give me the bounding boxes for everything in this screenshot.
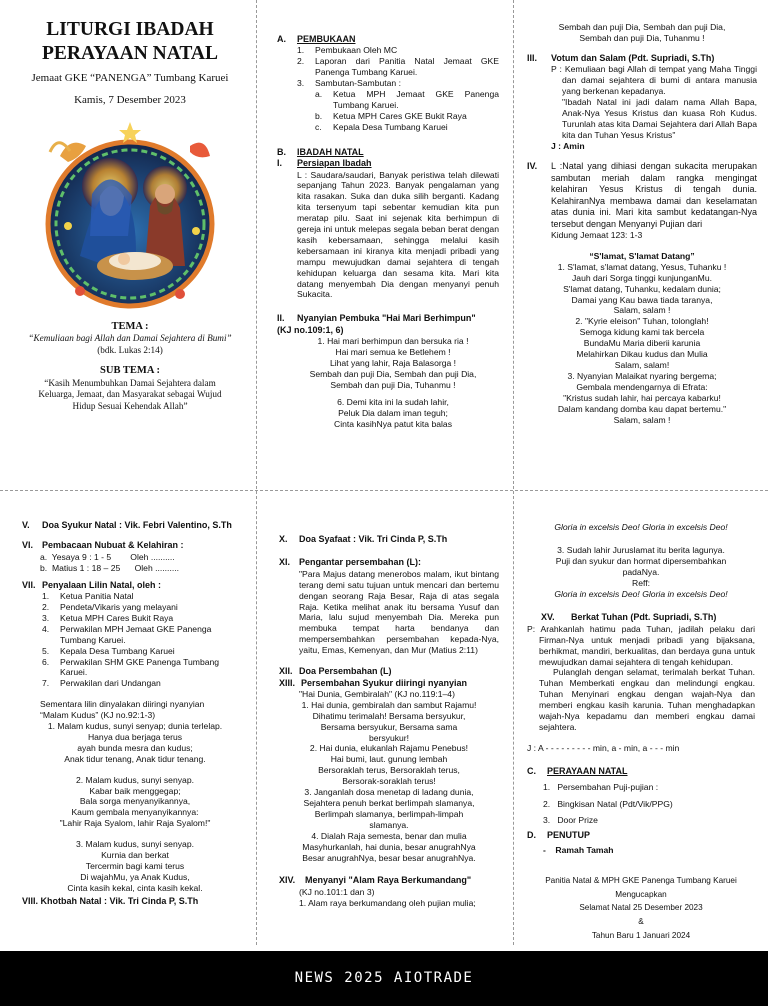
celebration-list: [543, 779, 755, 828]
footer-text: NEWS 2025 AIOTRADE: [294, 969, 474, 986]
gloria-line: Gloria in excelsis Deo! Gloria in excelsis Deo!: [554, 522, 728, 532]
list-item: 2. Pendeta/Vikaris yang melayani: [42, 601, 178, 612]
blessing-text: P: Arahkanlah hatimu pada Tuhan, jadilah pelaku dari Firman-Nya untuk menjadi pribadi yang bijaksana, berhikmat, mandiri, berkualitas, dan berdaya guna untuk mewujudkan damai sejahtera di tengah kehidupan.: [527, 623, 755, 667]
list-item: 1. Pembukaan Oleh MC: [297, 45, 398, 56]
column-divider: [513, 0, 514, 945]
subtheme-line: Keluarga, Jemaat, dan Masyarakat sebagai Wujud: [38, 389, 222, 400]
hymn-lyrics: 1. Alam raya berkumandang oleh pujian mulia;: [299, 897, 476, 908]
section-xv-heading: XV. Berkat Tuhan (Pdt. Supriadi, S.Th): [541, 612, 717, 623]
greeting: Panitia Natal & MPH GKE Panenga Tumbang Karuei Mengucapkan Selamat Natal 25 Desember 2023 & Tahun Baru 1 Januari 2024: [545, 875, 737, 941]
section-v-heading: V. Doa Syukur Natal : Vik. Febri Valentino, S.Th: [22, 520, 232, 530]
list-item: 6. Perwakilan SHM GKE Panenga Tumbang Karuei.: [42, 656, 220, 678]
hymn-title: “S'lamat, S'lamat Datang”: [589, 250, 695, 261]
hymn-reference: “Malam Kudus” (KJ no.92:1-3): [40, 710, 156, 721]
list-item: 2. Bingkisan Natal (Pdt/Vik/PPG): [543, 798, 673, 809]
votum-text: P : Kemuliaan bagi Allah di tempat yang Maha Tinggi dan damai sejahtera di bumi di antara manusia yang berkenan kepadanya.: [551, 64, 757, 97]
list-item: 5. Kepala Desa Tumbang Karuei: [42, 645, 175, 656]
list-item: a. Ketua MPH Jemaat GKE Panenga Tumbang Karuei.: [315, 89, 499, 110]
panel-votum: [527, 22, 757, 484]
reading-item: a. Yesaya 9 : 1 - 5 Oleh ..........: [40, 551, 175, 562]
hymn-lyrics: 3. Sudah lahir Juruslamat itu berita lagunya. Puji dan syukur dan hormat dipersembahkan padaNya. Reff:: [555, 544, 727, 588]
opening-list: [297, 45, 499, 89]
subtheme-line: “Kasih Menumbuhkan Damai Sejahtera dalam: [44, 377, 216, 388]
subtheme-line: Hidup Sesuai Kehendak Allah”: [72, 400, 188, 411]
list-item: 3. Door Prize: [543, 814, 598, 825]
candle-list: [42, 591, 248, 689]
panel-offering: [279, 534, 499, 950]
list-item: b. Ketua MPH Cares GKE Bukit Raya: [315, 110, 467, 121]
section-iii-heading: III. Votum dan Salam (Pdt. Supriadi, S.Th): [527, 52, 715, 63]
theme-label: TEMA :: [111, 320, 149, 332]
list-item: 3. Sambutan-Sambutan :: [297, 78, 401, 89]
list-item: 3. Ketua MPH Cares Bukit Raya: [42, 612, 174, 623]
subtheme-label: SUB TEMA :: [100, 365, 160, 377]
section-title: PEMBUKAAN: [297, 34, 356, 44]
footer-banner: [0, 951, 768, 1006]
section-xiii-heading: XIII. Persembahan Syukur diiringi nyanyian: [279, 677, 468, 688]
hymn-lyrics: 1. S'lamat, s'lamat datang, Yesus, Tuhanku ! Jauh dari Sorga tinggi kunjunganMu. S'lamat datang, Tuhanku, kedalam dunia; Damai yang Kau bawa tiada taranya, Salam, salam ! 2. "Kyrie eleison" Tuhan, tolonglah! Semoga kidung kami tak bercela BundaMu Maria diberii karunia Melahirkan Dikau kudus dan Mulia Salam, salam! 3. Nyanyian Malaikat nyaring bergema; Gembala mendengarnya di Efrata: "Kristus sudah lahir, hai percaya kabarku! Dalam kandang domba kau dapat bertemu." Salam, salam !: [557, 261, 727, 425]
section-i-heading: I. Persiapan Ibadah: [277, 158, 372, 169]
offering-intro: "Para Majus datang menerobos malam, ikut bintang terang demi satu tujuan untuk mencari dan bertemu dengan seorang Raja Besar, Raja di atas segala Raja. Ketika melihat anak itu bersama Yusuf dan Maria, lalu sujud menyembah Dia. Mereka pun membuka tempat harta bendanya dan mempersembahkan persembahan kepada-Nya, yaitu, Emas, Kemenyan, dan Mur (Matius 2:11): [299, 568, 499, 656]
theme-reference: (bdk. Lukas 2:14): [97, 344, 163, 355]
gloria-line: Gloria in excelsis Deo! Gloria in excelsis Deo!: [554, 588, 728, 599]
section-ii-heading: II. Nyanyian Pembuka "Hai Mari Berhimpun": [277, 313, 476, 324]
section-xiv-heading: XIV. Menyanyi "Alam Raya Berkumandang": [279, 875, 472, 886]
congregation: Jemaat GKE “PANENGA” Tumbang Karuei: [31, 71, 229, 84]
list-item: 2. Laporan dari Panitia Natal Jemaat GKE Panenga Tumbang Karuei.: [297, 56, 499, 78]
panel-candles: [22, 520, 248, 950]
votum-quote: "Ibadah Natal ini jadi dalam nama Allah Bapa, Anak-Nya Yesus Kristus dan kuasa Roh Kudus. Turunlah atas kita Damai Sejahtera dari Allah Bapa kita dan Tuhan Yesus Kristus": [562, 96, 757, 140]
hymn-lyrics: 1. Hai dunia, gembiralah dan sambut Rajamu! Dihatimu terimalah! Bersama bersyukur, Bersama bersyukur, Bersama sama bersyukur! 2. Hai dunia, elukanlah Rajamu Penebus! Hai bumi, laut. gunung lembah Bersoraklah terus, Bersoraklah terus, Bersorak-soraklah terus! 3. Janganlah dosa menetap di ladang dunia, Sejahtera penuh berkat berlimpah slamanya, Berlimpah slamanya, berlimpah-limpah slamanya. 4. Dialah Raja semesta, benar dan mulia Masyhurkanlah, hai dunia, besar anugrahNya Besar anugrahNya, besar besar anugrahNya.: [301, 699, 477, 863]
amen-response: J : A - - - - - - - - - min, a - min, a - - - min: [527, 742, 680, 753]
list-item: - Ramah Tamah: [543, 844, 614, 855]
preparation-text: L : Saudara/saudari, Banyak peristiwa telah dilewati sepanjang Tahun 2023. Banyak pengalaman yang kita rasakan. Suka dan duka silih berganti. Kadang kita tersenyum tapi sebentar kemudian kita pun meratap pilu. Saat ini sejenak kita berhimpun di gereja ini untuk melepas segala beban berat dengan kasih kebersamaan, sehingga melalui kasih kebersamaan ini kiranya kita menjadi pribadi yang mampu mewujudkan damai sejahtera di tengah kehidupan keluarga dan sesama kita. Mari kita datang menyembah Dia dengan menyanyi penuh Sukacita.: [297, 169, 499, 300]
list-item: c. Kepala Desa Tumbang Karuei: [315, 121, 448, 132]
hymn-lyrics: 1. Hai mari berhimpun dan bersuka ria ! Hai mari semua ke Betlehem ! Lihat yang lahir, Raja Balasorga ! Sembah dan puji Dia, Sembah dan puji Dia, Sembah dan puji Dia, Tuhanmu ! 6. Demi kita ini la sudah lahir, Peluk Dia dalam iman teguh; Cinta kasihNya patut kita balas: [309, 336, 477, 429]
panel-opening: [277, 34, 499, 484]
title-line-1: LITURGI IBADAH: [46, 19, 214, 40]
section-d-heading: D. PENUTUP: [527, 830, 591, 841]
hymn-lyrics: 1. Malam kudus, sunyi senyap; dunia terlelap. Hanya dua berjaga terus ayah bunda mesra dan kudus; Anak tidur tenang, Anak tidur tenang. 2. Malam kudus, sunyi senyap. Kabar baik menggegap; Bala sorga menyanyikannya, Kaum gembala menyanyikannya: "Lahir Raja Syalom, lahir Raja Syalom!" 3. Malam kudus, sunyi senyap. Kurnia dan berkat Tercermin bagi kami terus Di wajahMu, ya Anak Kudus, Cinta kasih kekal, cinta kasih kekal.: [47, 721, 223, 893]
list-item: 1. Persembahan Puji-pujian :: [543, 782, 659, 793]
section-b-heading: B. IBADAH NATAL: [277, 146, 364, 157]
speeches-list: [315, 89, 499, 133]
section-viii-heading: VIII. Khotbah Natal : Vik. Tri Cinda P, S.Th: [22, 895, 199, 906]
theme-text: “Kemuliaan bagi Allah dan Damai Sejahtera di Bumi”: [28, 332, 232, 343]
list-item: 1. Ketua Panitia Natal: [42, 591, 134, 602]
section-iv: IV. L :Natal yang dihiasi dengan sukacita merupakan sambutan meriah dalam rangka mengingat kelahiran Yesus Kristus di tengah dunia. KelahiranNya membawa damai dan keselamatan atas dunia ini. Mari kita sambut kedatangan-Nya tersebut dengan Menyanyi Pujian dari: [527, 161, 757, 229]
nativity-illustration: [40, 116, 220, 316]
section-a-heading: [277, 34, 499, 45]
title-line-2: PERAYAAN NATAL: [41, 42, 219, 64]
list-item: 7. Perwakilan dari Undangan: [42, 678, 161, 689]
section-vii-heading: VII. Penyalaan Lilin Natal, oleh :: [22, 579, 162, 590]
hymn-reference: Kidung Jemaat 123: 1-3: [551, 230, 643, 241]
cover-panel: [14, 18, 246, 483]
list-item: 4. Perwakilan MPH Jemaat GKE Panenga Tumbang Karuei.: [42, 623, 212, 645]
panel-closing: [527, 522, 755, 950]
row-divider: [0, 490, 768, 491]
section-vi-heading: VI. Pembacaan Nubuat & Kelahiran :: [22, 540, 184, 551]
column-divider: [256, 0, 257, 945]
service-date: Kamis, 7 Desember 2023: [74, 93, 186, 106]
blessing-text: Pulanglah dengan selamat, terimalah berkat Tuhan. Tuhan Memberkati engkau dan melindungi engkau. Tuhan Menyinari engkau dengan wajah-Nya dan memberi engkau kasih karunia. Tuhan menghadapkan wajah-Nya kepadamu dan memberi engkau damai sejahtera.: [539, 667, 755, 733]
candle-note: Sementara lilin dinyalakan diiringi nyanyian: [40, 699, 205, 710]
hymn-reference: "Hai Dunia, Gembiralah" (KJ no.119:1–4): [299, 688, 455, 699]
reading-item: b. Matius 1 : 18 – 25 Oleh ..........: [40, 562, 179, 573]
hymn-lyrics: Sembah dan puji Dia, Sembah dan puji Dia, Sembah dan puji Dia, Tuhanmu !: [558, 22, 726, 43]
votum-response: J : Amin: [551, 140, 585, 151]
section-xii-heading: XII. Doa Persembahan (L): [279, 666, 392, 677]
hymn-reference: (KJ no.109:1, 6): [277, 324, 344, 335]
section-c-heading: C. PERAYAAN NATAL: [527, 765, 628, 776]
section-number: A.: [277, 34, 286, 44]
hymn-reference: (KJ no.101:1 dan 3): [299, 886, 375, 897]
section-xi-heading: XI. Pengantar persembahan (L):: [279, 557, 422, 568]
section-x-heading: X. Doa Syafaat : Vik. Tri Cinda P, S.Th: [279, 534, 448, 544]
